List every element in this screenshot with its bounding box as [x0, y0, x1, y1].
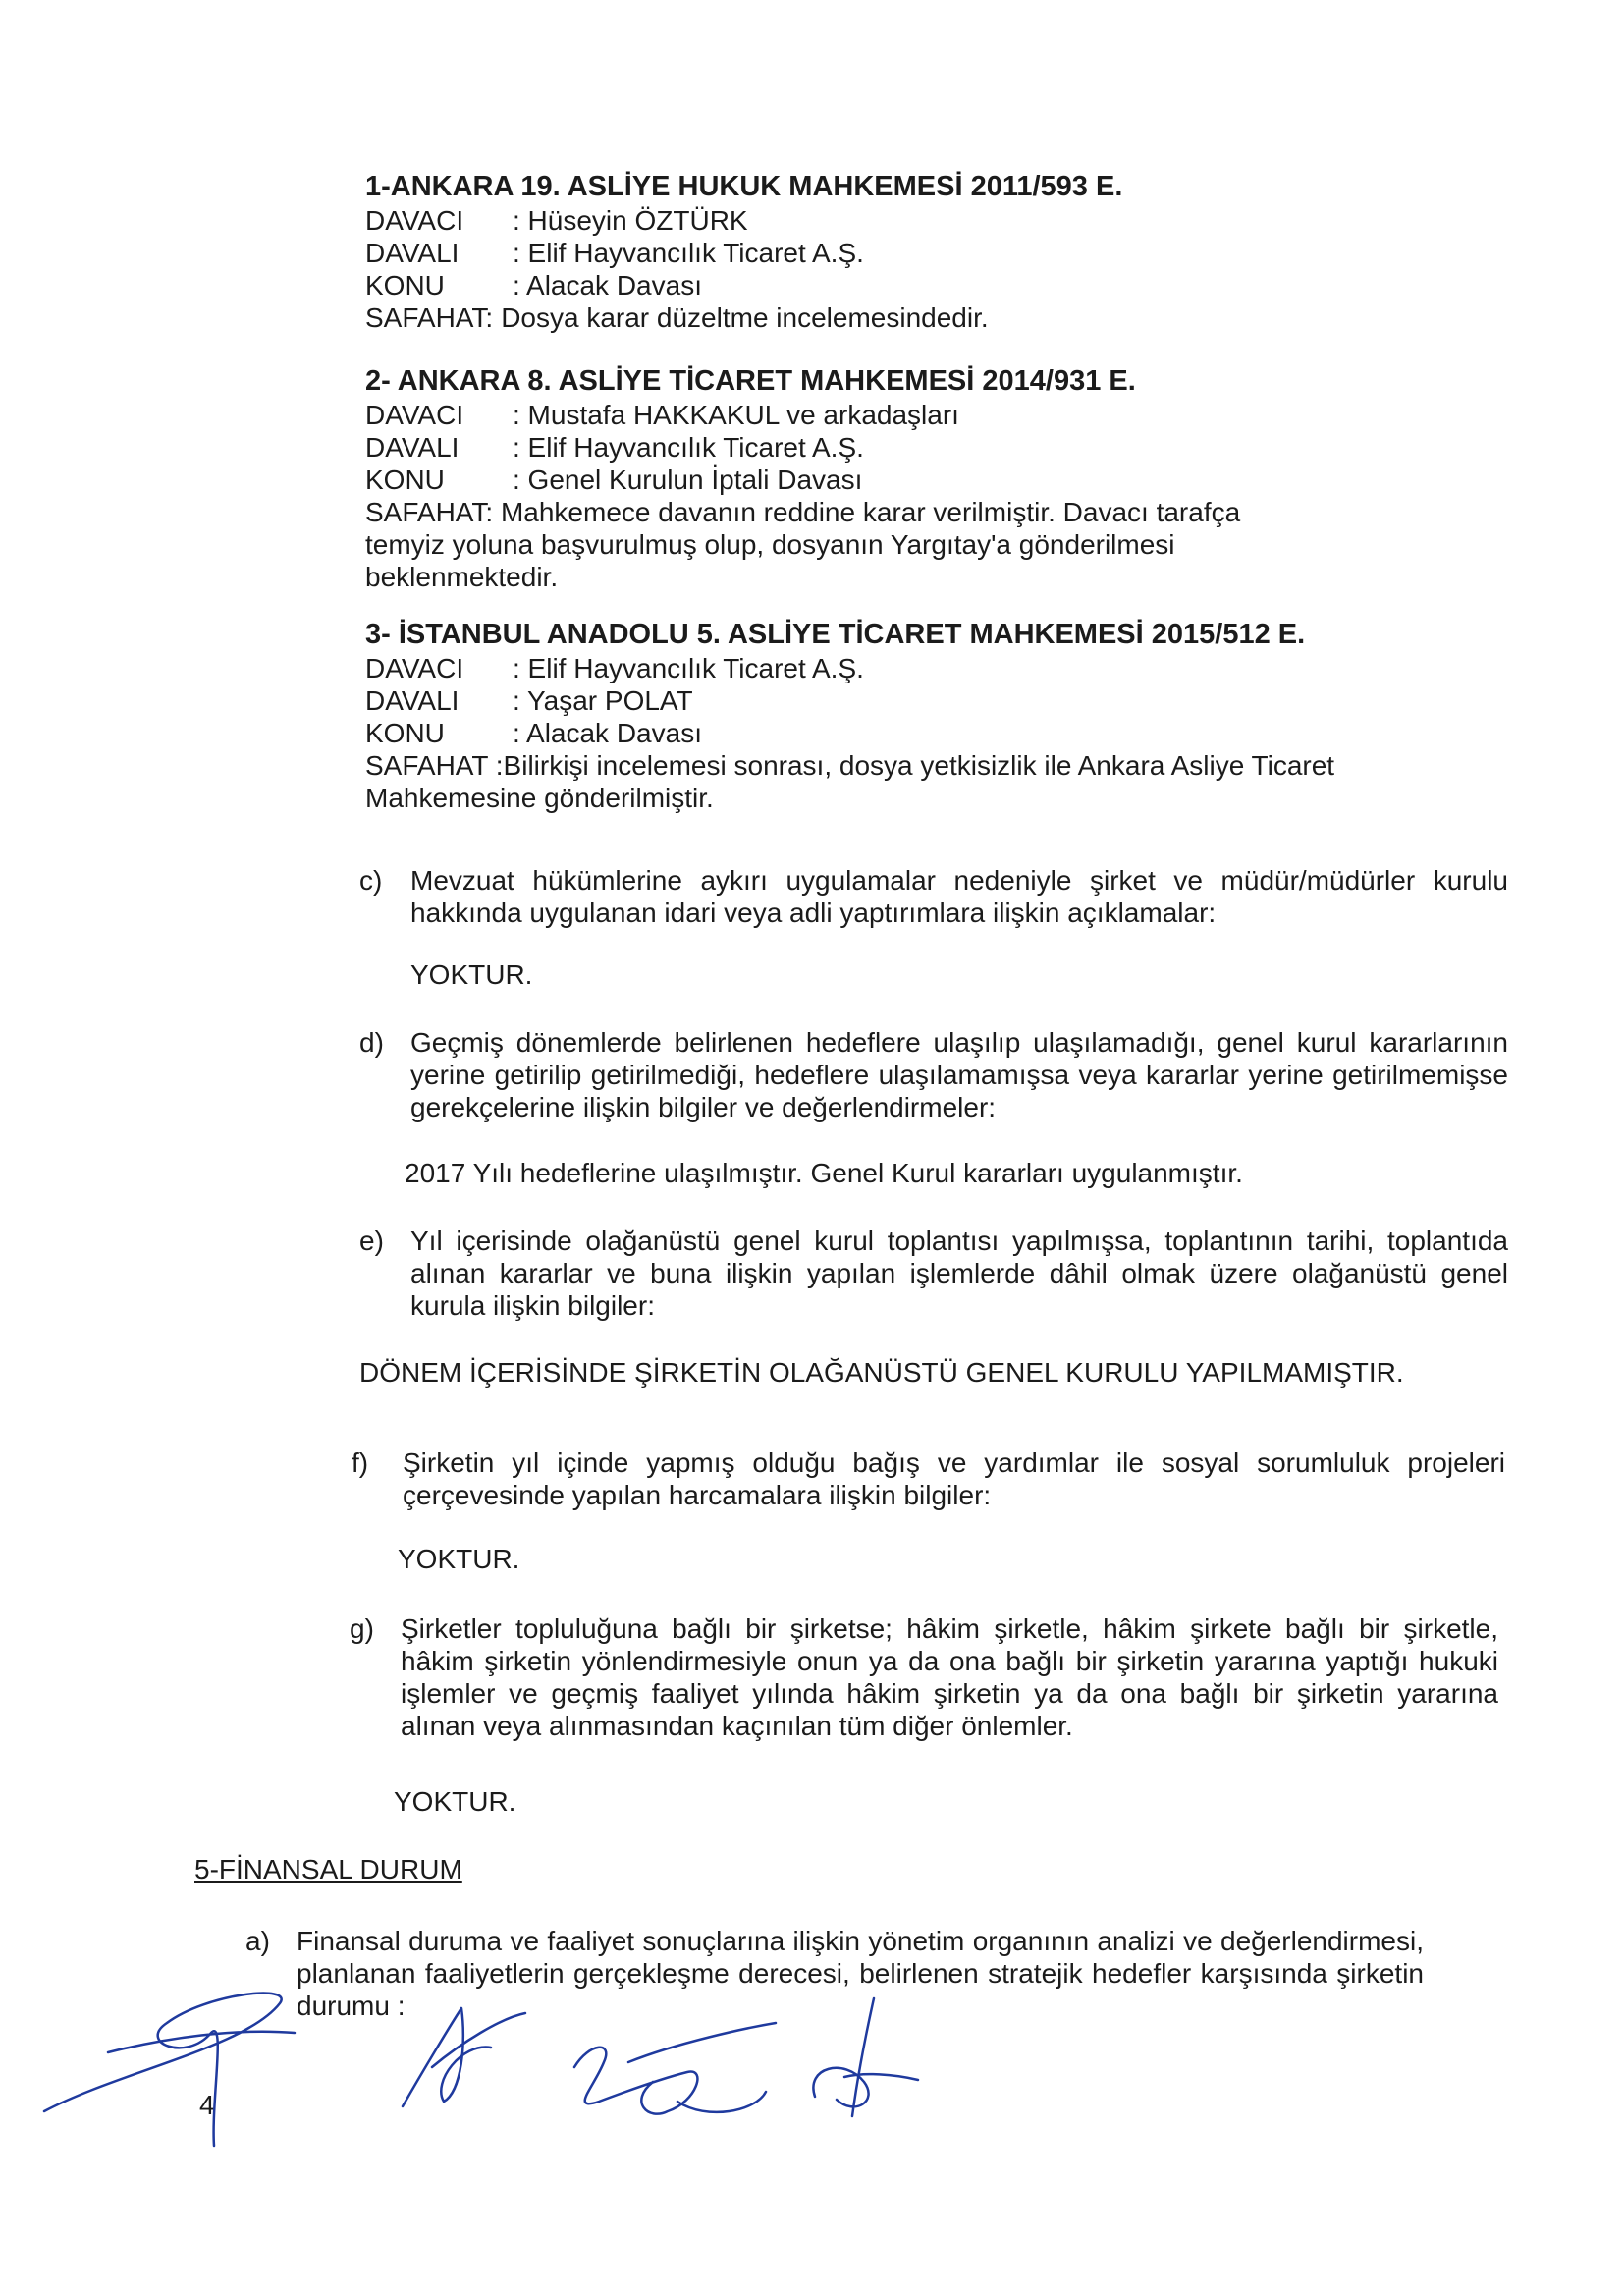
row-label: DAVALI	[365, 685, 460, 716]
row-value: : Genel Kurulun İptali Davası	[513, 464, 863, 495]
row-label: SAFAHAT:	[365, 302, 494, 333]
item-marker: g)	[350, 1613, 374, 1644]
item-c-answer: YOKTUR.	[410, 959, 533, 990]
row-label: DAVACI	[365, 653, 464, 683]
item-marker: f)	[352, 1447, 369, 1478]
row-value: : Alacak Davası	[513, 270, 702, 300]
row-label: DAVALI	[365, 432, 460, 463]
row-value: : Hüseyin ÖZTÜRK	[513, 205, 748, 236]
signature-2	[403, 2008, 525, 2106]
case-safahat: SAFAHAT: Mahkemece davanın reddine karar verilmiştir. Davacı tarafça temyiz yoluna başvurulmuş olup, dosyanın Yargıtay'a gönderilmesi beklenmektedir.	[365, 497, 1241, 592]
row-value: : Elif Hayvancılık Ticaret A.Ş.	[513, 653, 864, 683]
row-label: KONU	[365, 464, 445, 495]
signature-4	[813, 1998, 918, 2116]
item-marker: c)	[359, 865, 383, 896]
item-text: Geçmiş dönemlerde belirlenen hedeflere ulaşılıp ulaşılamadığı, genel kurul kararlarının yerine getirilip getirilmediği, hedeflere ulaşılamamışsa veya kararlar yerine getirilmemişse gerekçelerine ilişkin bilgiler ve değerlendirmeler:	[410, 1027, 1508, 1122]
row-label: DAVACI	[365, 400, 464, 430]
item-marker: d)	[359, 1027, 384, 1058]
signature-1	[44, 1994, 295, 2146]
row-value: : Yaşar POLAT	[513, 685, 693, 716]
item-e-answer: DÖNEM İÇERİSİNDE ŞİRKETİN OLAĞANÜSTÜ GENEL KURULU YAPILMAMIŞTIR.	[359, 1357, 1404, 1388]
row-value: : Alacak Davası	[513, 718, 702, 748]
row-label: DAVACI	[365, 205, 464, 236]
row-value: : Elif Hayvancılık Ticaret A.Ş.	[513, 238, 864, 268]
item-text: Finansal duruma ve faaliyet sonuçlarına ilişkin yönetim organının analizi ve değerlendirmesi, planlanan faaliyetlerin gerçekleşme derecesi, belirlenen stratejik hedefler karşısında şirketin durumu :	[297, 1926, 1424, 2021]
signature-3	[574, 2023, 776, 2114]
row-label: KONU	[365, 718, 445, 748]
item-d-answer: 2017 Yılı hedeflerine ulaşılmıştır. Genel Kurul kararları uygulanmıştır.	[405, 1158, 1243, 1188]
row-value: Dosya karar düzeltme incelemesindedir.	[501, 302, 989, 333]
row-label: KONU	[365, 270, 445, 300]
item-marker: a)	[245, 1926, 270, 1956]
case-safahat: SAFAHAT :Bilirkişi incelemesi sonrası, dosya yetkisizlik ile Ankara Asliye Ticaret Mahkemesine gönderilmiştir.	[365, 750, 1335, 813]
item-text: Yıl içerisinde olağanüstü genel kurul toplantısı yapılmışsa, toplantının tarihi, toplantıda alınan kararlar ve buna ilişkin yapılan işlemlerde dâhil olmak üzere olağanüstü genel kurula ilişkin bilgiler:	[410, 1226, 1508, 1321]
item-f-answer: YOKTUR.	[398, 1544, 520, 1574]
page-number: 4	[199, 2090, 215, 2120]
section-heading: 5-FİNANSAL DURUM	[194, 1854, 462, 1884]
case-title: 3- İSTANBUL ANADOLU 5. ASLİYE TİCARET MAHKEMESİ 2015/512 E.	[365, 619, 1306, 650]
item-g-answer: YOKTUR.	[394, 1786, 516, 1817]
item-text: Şirketler topluluğuna bağlı bir şirketse; hâkim şirketle, hâkim şirkete bağlı bir şirketle, hâkim şirketin yönlendirmesiyle onun ya da ona bağlı bir şirketin yararına yaptığı hukuki işlemler ve geçmiş faaliyet yılında hâkim şirketin ya da ona bağlı bir şirketin yararına alınan veya alınmasından kaçınılan tüm diğer önlemler.	[401, 1613, 1498, 1741]
case-title: 2- ANKARA 8. ASLİYE TİCARET MAHKEMESİ 2014/931 E.	[365, 365, 1136, 397]
item-marker: e)	[359, 1226, 384, 1256]
item-text: Şirketin yıl içinde yapmış olduğu bağış ve yardımlar ile sosyal sorumluluk projeleri çerçevesinde yapılan harcamalara ilişkin bilgiler:	[403, 1447, 1505, 1510]
row-value: : Elif Hayvancılık Ticaret A.Ş.	[513, 432, 864, 463]
row-value: : Mustafa HAKKAKUL ve arkadaşları	[513, 400, 959, 430]
row-label: DAVALI	[365, 238, 460, 268]
case-title: 1-ANKARA 19. ASLİYE HUKUK MAHKEMESİ 2011/593 E.	[365, 171, 1123, 202]
item-text: Mevzuat hükümlerine aykırı uygulamalar nedeniyle şirket ve müdür/müdürler kurulu hakkında uygulanan idari veya adli yaptırımlara ilişkin açıklamalar:	[410, 865, 1508, 928]
